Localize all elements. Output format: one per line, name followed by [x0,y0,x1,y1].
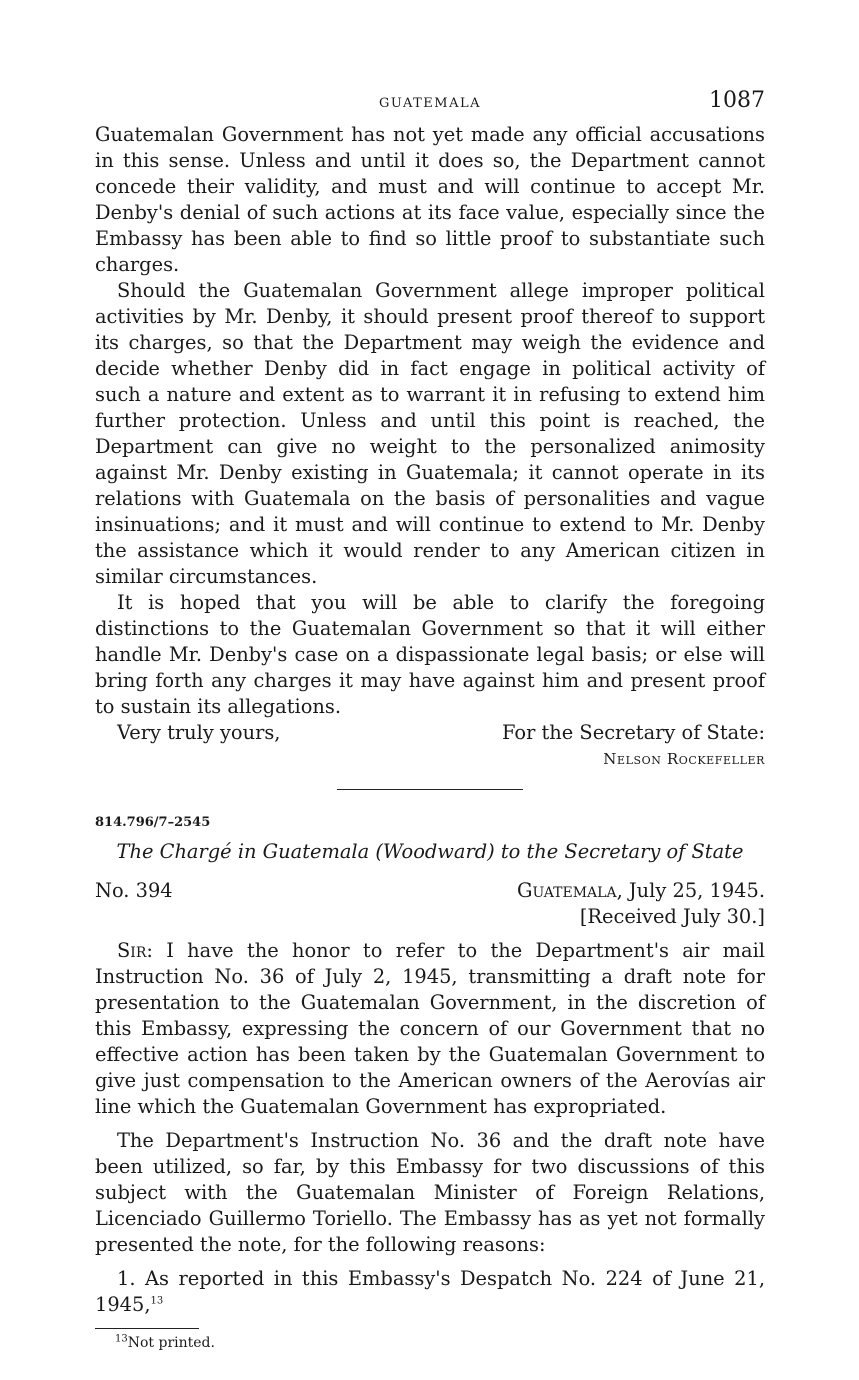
letter-paragraph-3: It is hoped that you will be able to clarify the foregoing distinctions to the Guatemalan Government so that it will either handle Mr. Denby's case on a dispassionate legal basis; or else will bring forth any charges it may have against him and present proof to sustain its allegations. [95,591,765,718]
place-date [517,878,765,904]
despatch-paragraph-1 [95,938,765,1120]
despatch-paragraph-2: The Department's Instruction No. 36 and the draft note have been utilized, so far, by this Embassy for two discussions of this subject with the Guatemalan Minister of Foreign Relations, Licenciado Guillermo Toriello. The Embassy has as yet not formally presented the note, for the following reasons: [95,1129,765,1256]
salutation: Sir [117,939,147,962]
footnote-text: Not printed. [127,1335,215,1351]
signature: Nelson Rockefeller [603,750,765,768]
closing-phrase: Very truly yours, [117,721,281,744]
footnote-reference: 13 [150,1295,164,1307]
letter-closing [95,720,765,746]
letter-paragraph-1: Guatemalan Government has not yet made any official accusations in this sense. Unless and until it does so, the Department cannot concede their validity, and must and will continue to accept Mr. Denby's denial of such actions at its face value, especially since the Embassy has been able to find so little proof to substantiate such charges. [95,123,765,276]
received-date: [Received July 30.] [579,905,765,928]
despatch-paragraph-3 [95,1266,765,1318]
despatch-paragraph-1-text: : I have the honor to refer to the Department's air mail Instruction No. 36 of July 2, 1945, transmitting a draft note for presentation to the Guatemalan Government, in the discretion of this Embassy, expressing the concern of our Government that no effective action has been taken by the Guatemalan Government to give just compensation to the American owners of the Aerovías air line which the Guatemalan Government has expropriated. [95,939,765,1118]
despatch-paragraph-3-text: 1. As reported in this Embassy's Despatch No. 224 of June 21, 1945, [95,1267,765,1316]
document-page [95,88,765,1353]
section-divider [337,789,523,790]
letter-paragraph-2: Should the Guatemalan Government allege improper political activities by Mr. Denby, it should present proof thereof to support its charges, so that the Department may weigh the evidence and decide whether Denby did in fact engage in political activity of such a nature and extent as to warrant it in refusing to extend him further protection. Unless and until this point is reached, the Department can give no weight to the personalized animosity against Mr. Denby existing in Guatemala; it cannot operate in its relations with Guatemala on the basis of personalities and vague insinuations; and it must and will continue to extend to Mr. Denby the assistance which it would render to any American citizen in similar circumstances. [95,279,765,588]
sign-for: For the Secretary of State: [502,721,765,744]
page-number: 1087 [709,88,765,113]
despatch-number: No. 394 [95,879,173,902]
footnote-mark: 13 [115,1333,128,1345]
running-title: GUATEMALA [379,96,481,111]
place: Guatemala [516,879,617,902]
footnote [95,1333,765,1353]
running-head [95,88,765,122]
footnote-divider [95,1328,199,1329]
document-title: The Chargé in Guatemala (Woodward) to the Secretary of State [116,840,744,863]
dateline [95,878,765,904]
date: , July 25, 1945. [616,879,765,902]
file-number: 814.796/7–2545 [95,815,211,830]
